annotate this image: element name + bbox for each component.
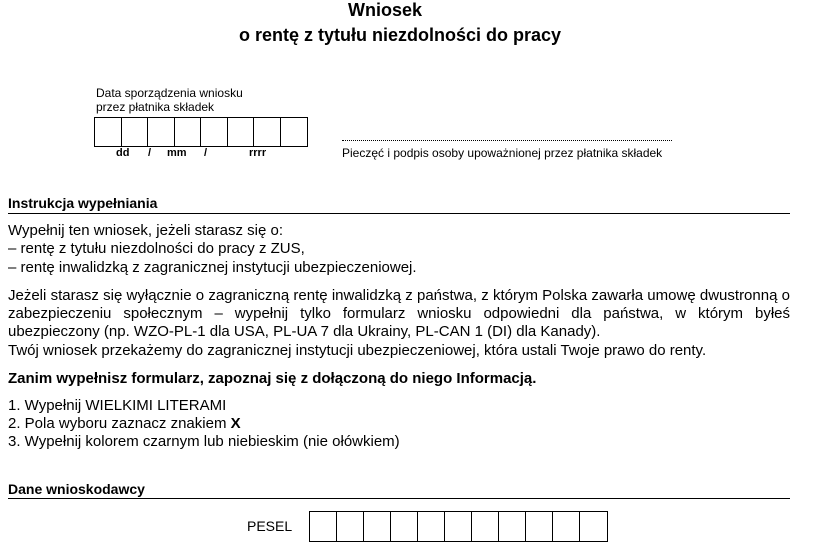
instructions-bold-note: Zanim wypełnisz formularz, zapoznaj się z dołączoną do niego Informacją. [8, 370, 537, 387]
form-subtitle: o rentę z tytułu niezdolności do pracy [238, 25, 562, 45]
pesel-digit[interactable] [337, 512, 364, 541]
date-month-digit-2[interactable] [175, 118, 202, 146]
applicant-heading: Dane wnioskodawcy [8, 481, 145, 497]
pesel-digit[interactable] [472, 512, 499, 541]
instructions-intro: Wypełnij ten wniosek, jeżeli starasz się o: [8, 222, 283, 239]
date-format-mm: mm [167, 147, 187, 159]
date-format-separator: / [148, 147, 152, 159]
date-format-separator: / [204, 147, 208, 159]
pesel-digit[interactable] [310, 512, 337, 541]
instructions-paragraph: Jeżeli starasz się wyłącznie o zagraniczną rentę inwalidzką z państwa, z którym Polska zawarła umowę dwustronną o zabezpieczeniu społecznym – wypełnij tylko formularz wniosku odpowiedni dla państwa, w którym byłeś ubezpieczony (np. WZO-PL-1 dla USA, PL-UA 7 dla Ukrainy, PL-CAN 1 (DI) dla Kanady). [8, 287, 790, 340]
instructions-step [8, 415, 790, 433]
date-year-digit-2[interactable] [228, 118, 255, 146]
pesel-digit[interactable] [391, 512, 418, 541]
date-day-digit-1[interactable] [95, 118, 122, 146]
pesel-digit[interactable] [580, 512, 607, 541]
x-mark: X [230, 415, 241, 432]
instructions-step: 3. Wypełnij kolorem czarnym lub niebieskim (nie ołówkiem) [8, 433, 400, 450]
instructions-paragraph: Twój wniosek przekażemy do zagranicznej instytucji ubezpieczeniowej, która ustali Twoje prawo do renty. [8, 342, 707, 359]
pesel-digit[interactable] [418, 512, 445, 541]
signature-line [342, 140, 672, 141]
section-divider [8, 498, 790, 499]
signature-label: Pieczęć i podpis osoby upoważnionej przez płatnika składek [342, 146, 663, 160]
date-label-line1: Data sporządzenia wniosku [96, 86, 243, 100]
date-year-digit-1[interactable] [201, 118, 228, 146]
date-format-yyyy: rrrr [249, 147, 267, 159]
date-month-digit-1[interactable] [148, 118, 175, 146]
pesel-input-grid[interactable] [309, 511, 608, 542]
pesel-digit[interactable] [445, 512, 472, 541]
instructions-step: 1. Wypełnij WIELKIMI LITERAMI [8, 397, 227, 414]
pesel-label: PESEL [247, 518, 293, 534]
date-label [96, 86, 243, 114]
section-divider [8, 213, 790, 214]
pesel-digit[interactable] [526, 512, 553, 541]
pesel-digit[interactable] [499, 512, 526, 541]
date-year-digit-3[interactable] [254, 118, 281, 146]
date-day-digit-2[interactable] [122, 118, 149, 146]
date-year-digit-4[interactable] [281, 118, 308, 146]
date-input-grid[interactable] [94, 117, 308, 147]
pesel-digit[interactable] [553, 512, 580, 541]
instructions-bullet: – rentę inwalidzką z zagranicznej instytucji ubezpieczeniowej. [8, 259, 417, 276]
date-label-line2: przez płatnika składek [96, 100, 215, 114]
instructions-heading: Instrukcja wypełniania [8, 195, 158, 211]
form-title: Wniosek [347, 0, 422, 20]
pesel-digit[interactable] [364, 512, 391, 541]
date-format-dd: dd [116, 147, 130, 159]
instructions-step-text: 2. Pola wyboru zaznacz znakiem [8, 415, 231, 432]
instructions-bullet: – rentę z tytułu niezdolności do pracy z ZUS, [8, 240, 305, 257]
